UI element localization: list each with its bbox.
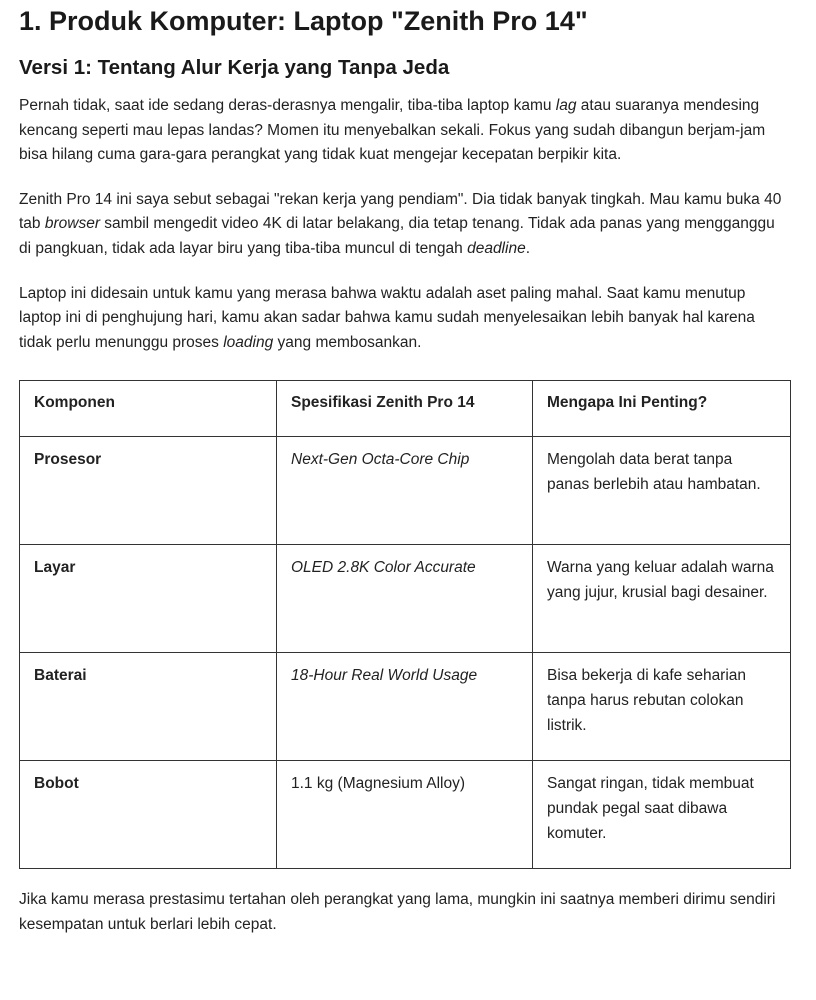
table-row: [20, 653, 791, 761]
cell-spec: 18-Hour Real World Usage: [277, 653, 533, 761]
paragraph-time-asset: [19, 282, 789, 356]
para1-text-2: atau suaranya mendesing kencang seperti mau lepas landas? Momen itu menyebalkan sekali. Fokus yang sudah dibangun berjam-jam bisa hilang cuma gara-gara perangkat yang tidak kuat mengejar kecepatan berpikir kita.: [19, 97, 766, 164]
para1-emphasis-lag: lag: [555, 97, 577, 114]
para3-emphasis-loading: loading: [223, 333, 274, 351]
cell-spec: Next-Gen Octa-Core Chip: [277, 437, 533, 545]
para2-text-2: sambil mengedit video 4K di latar belakang, dia tetap tenang. Tidak ada panas yang mengganggu di pangkuan, tidak ada layar biru yang tiba-tiba muncul di tengah: [19, 215, 775, 257]
cell-why: Warna yang keluar adalah warna yang jujur, krusial bagi desainer.: [533, 545, 791, 653]
para2-emphasis-browser: browser: [44, 215, 100, 233]
para1-text-1: Pernah tidak, saat ide sedang deras-derasnya mengalir, tiba-tiba laptop kamu: [19, 97, 556, 114]
header-spec: Spesifikasi Zenith Pro 14: [277, 381, 533, 437]
para3-text-1: Laptop ini didesain untuk kamu yang merasa bahwa waktu adalah aset paling mahal. Saat kamu menutup laptop ini di penghujung hari, kamu akan sadar bahwa kamu sudah menyelesaikan lebih banyak hal karena tidak perlu menunggu proses: [19, 284, 755, 351]
cell-component: Prosesor: [20, 437, 277, 545]
table-row: [20, 545, 791, 653]
para3-text-2: yang membosankan.: [273, 333, 422, 351]
table-row: [20, 761, 791, 869]
paragraph-quiet-partner: [19, 188, 789, 262]
table-header-row: [20, 381, 791, 437]
cell-why: Sangat ringan, tidak membuat pundak pegal saat dibawa komuter.: [533, 761, 791, 869]
para2-text-3: .: [525, 239, 530, 257]
table-row: [20, 437, 791, 545]
cell-spec: 1.1 kg (Magnesium Alloy): [277, 761, 533, 869]
cell-spec: OLED 2.8K Color Accurate: [277, 545, 533, 653]
cell-why: Bisa bekerja di kafe seharian tanpa harus rebutan colokan listrik.: [533, 653, 791, 761]
cell-why: Mengolah data berat tanpa panas berlebih atau hambatan.: [533, 437, 791, 545]
header-component: Komponen: [20, 381, 277, 437]
cell-component: Layar: [20, 545, 277, 653]
cell-component: Baterai: [20, 653, 277, 761]
paragraph-closing: Jika kamu merasa prestasimu tertahan oleh perangkat yang lama, mungkin ini saatnya memberi dirimu sendiri kesempatan untuk berlari lebih cepat.: [19, 891, 776, 933]
page-title: 1. Produk Komputer: Laptop "Zenith Pro 14": [19, 6, 588, 36]
header-why: Mengapa Ini Penting?: [533, 381, 791, 437]
cell-component: Bobot: [20, 761, 277, 869]
paragraph-intro: [19, 94, 789, 168]
section-heading: Versi 1: Tentang Alur Kerja yang Tanpa Jeda: [19, 56, 450, 79]
para2-text-1: Zenith Pro 14 ini saya sebut sebagai "rekan kerja yang pendiam". Dia tidak banyak tingkah. Mau kamu buka 40 tab: [19, 190, 782, 233]
spec-table: [19, 380, 791, 869]
para2-emphasis-deadline: deadline: [467, 239, 526, 257]
